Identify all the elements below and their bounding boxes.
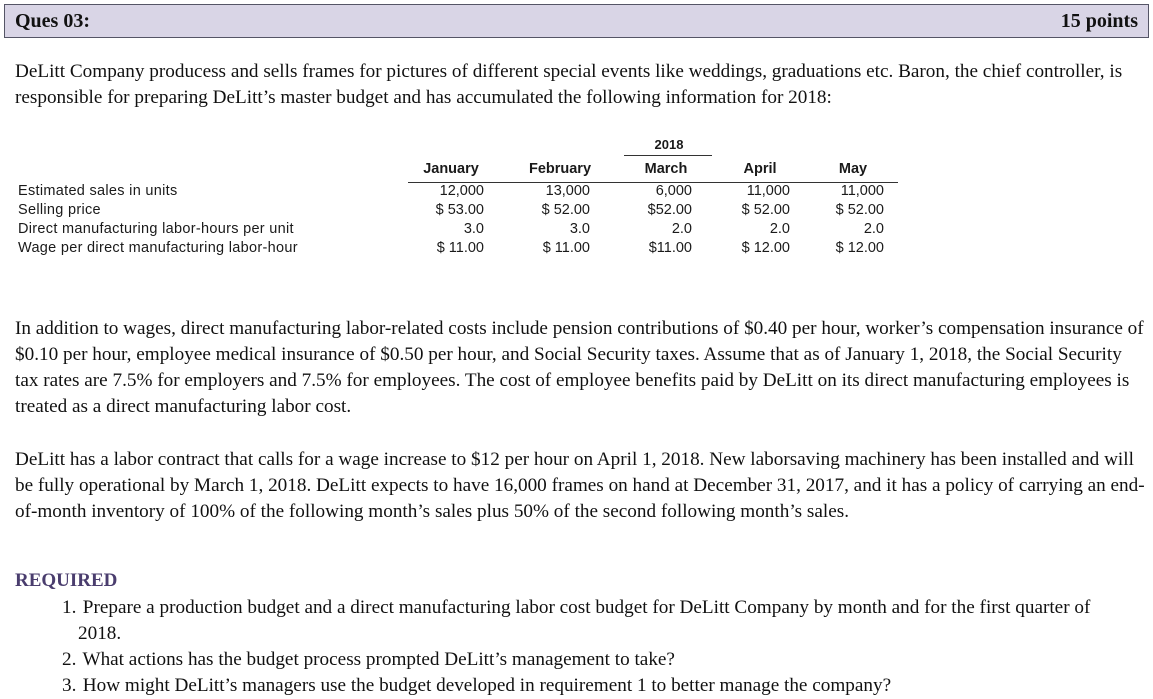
month-header-march: March [644, 161, 688, 177]
table-cell: 3.0 [569, 221, 590, 237]
table-cell: $ 11.00 [436, 240, 484, 256]
points-label: 15 points [1060, 10, 1138, 32]
month-header-may: May [838, 161, 868, 177]
labor-costs-paragraph: In addition to wages, direct manufacturing labor-related costs include pension contributions of $0.40 per hour, worker’s compensation insurance of $0.10 per hour, employee medical insurance of $0.50 per hour, and Social Security taxes. Assume that as of January 1, 2018, the Social Security tax rates are 7.5% for employers and 7.5% for employees. The cost of employee benefits paid by DeLitt on its direct manufacturing employees is treated as a direct manufacturing labor cost. [15, 318, 1144, 417]
table-cell: 11,000 [840, 183, 884, 199]
table-cell: $ 12.00 [741, 240, 790, 256]
question-number: Ques 03: [15, 10, 90, 32]
list-item [62, 673, 1137, 699]
row-label-selling-price: Selling price [18, 202, 101, 218]
row-label-labor-hours: Direct manufacturing labor-hours per unit [18, 221, 294, 237]
table-cell: $11.00 [648, 240, 692, 256]
table-cell: 13,000 [545, 183, 590, 199]
intro-paragraph: DeLitt Company producess and sells frames for pictures of different special events like weddings, graduations etc. Baron, the chief controller, is responsible for preparing DeLitt’s master budget and has accumulated the following information for 2018: [15, 61, 1123, 108]
table-cell: 2.0 [769, 221, 790, 237]
row-label-wage: Wage per direct manufacturing labor-hour [18, 240, 298, 256]
list-item-text: Prepare a production budget and a direct manufacturing labor cost budget for DeLitt Company by month and for the first quarter of 2018. [78, 597, 1091, 644]
list-item-text: How might DeLitt’s managers use the budget developed in requirement 1 to better manage the company? [82, 675, 892, 696]
year-underline [624, 155, 712, 156]
budget-data-table [18, 135, 918, 265]
list-item-number: 2. [62, 649, 77, 670]
table-cell: $ 12.00 [835, 240, 884, 256]
list-item [62, 595, 1137, 647]
list-item-number: 1. [62, 597, 77, 618]
list-item [62, 647, 1137, 673]
labor-contract-paragraph: DeLitt has a labor contract that calls for a wage increase to $12 per hour on April 1, 2018. New laborsaving machinery has been installed and will be fully operational by March 1, 2018. DeLitt expects to have 16,000 frames on hand at December 31, 2017, and it has a policy of carrying an end-of-month inventory of 100% of the following month’s sales plus 50% of the second following month’s sales. [15, 449, 1145, 522]
table-cell: $ 53.00 [435, 202, 484, 218]
table-cell: 3.0 [463, 221, 484, 237]
table-cell: 11,000 [746, 183, 790, 199]
table-year-label: 2018 [654, 137, 684, 152]
question-header [4, 4, 1149, 38]
table-cell: $ 52.00 [835, 202, 884, 218]
month-header-february: February [528, 161, 592, 177]
table-cell: $ 52.00 [741, 202, 790, 218]
requirements-list [62, 595, 1137, 699]
required-heading: REQUIRED [15, 570, 118, 591]
month-header-april: April [743, 161, 777, 177]
table-cell: $ 11.00 [542, 240, 590, 256]
row-label-sales-units: Estimated sales in units [18, 183, 178, 199]
table-cell: $52.00 [647, 202, 692, 218]
table-cell: 2.0 [863, 221, 884, 237]
table-cell: 12,000 [439, 183, 484, 199]
table-cell: 2.0 [671, 221, 692, 237]
list-item-number: 3. [62, 675, 77, 696]
table-cell: $ 52.00 [541, 202, 590, 218]
list-item-text: What actions has the budget process prompted DeLitt’s management to take? [82, 649, 675, 670]
month-header-january: January [423, 161, 479, 177]
table-cell: 6,000 [655, 183, 692, 199]
